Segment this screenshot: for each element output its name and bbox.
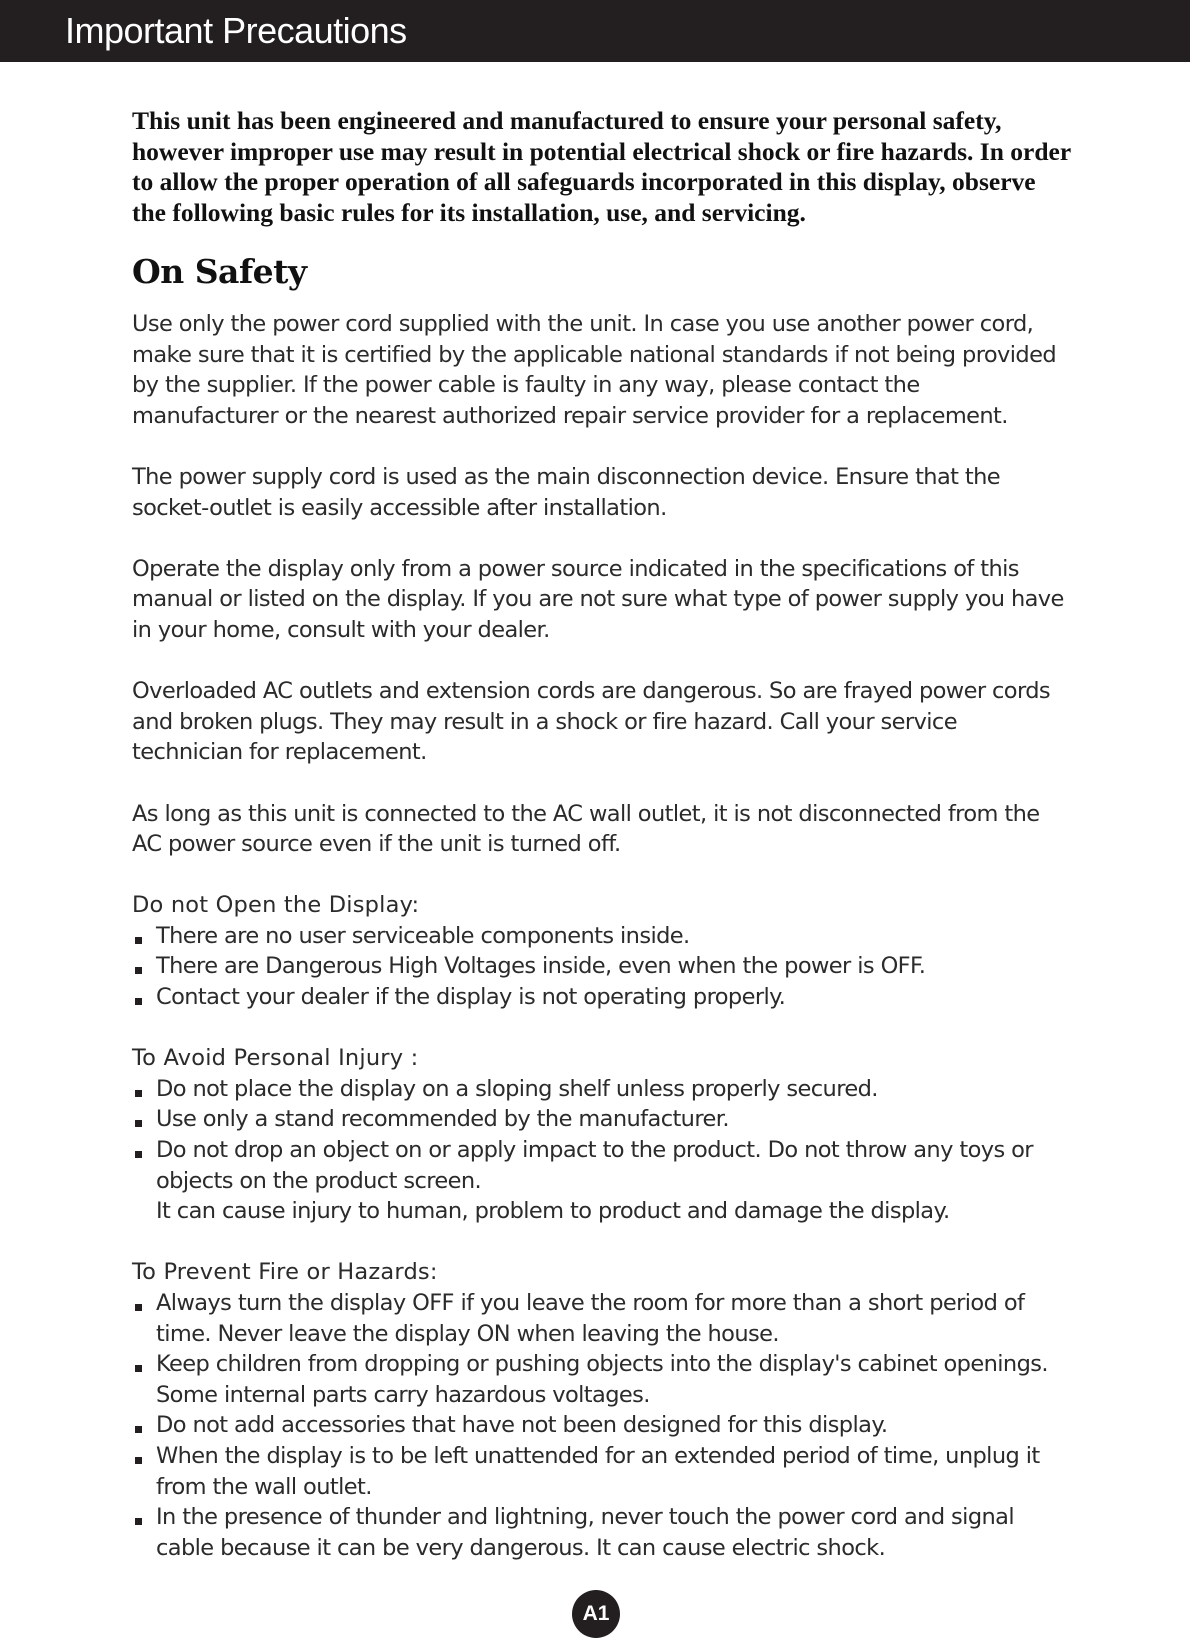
- bullet-square-icon: [135, 1304, 142, 1311]
- spacer: [132, 768, 1072, 799]
- bullet-square-icon: [135, 1120, 142, 1127]
- list-item-text: Do not drop an object on or apply impact to the product. Do not throw any toys or objects on the product screen.: [156, 1137, 1033, 1194]
- header-bar: [0, 0, 1190, 62]
- safety-paragraph-power-source: Operate the display only from a power source indicated in the specifications of this manual or listed on the display. If you are not sure what type of power supply you have in your home, consult with your dealer.: [132, 555, 1064, 643]
- list-item: [132, 1441, 1072, 1502]
- spacer: [132, 431, 1072, 462]
- page-number-badge: A1: [572, 1590, 620, 1638]
- list-item: [132, 1349, 1072, 1410]
- bullet-square-icon: [135, 967, 142, 974]
- section-heading: On Safety: [132, 252, 307, 291]
- spacer: [132, 860, 1072, 891]
- safety-paragraph-ac-outlet: As long as this unit is connected to the AC wall outlet, it is not disconnected from the AC power source even if the unit is turned off.: [132, 800, 1040, 858]
- list-item-text: Keep children from dropping or pushing objects into the display's cabinet openings. Some internal parts carry hazardous voltages.: [156, 1351, 1048, 1408]
- list-item: [132, 1104, 1072, 1135]
- spacer: [132, 1013, 1072, 1044]
- list-item: [132, 982, 1072, 1013]
- bullet-square-icon: [135, 1457, 142, 1464]
- list-item-continuation: [132, 1196, 1072, 1227]
- list-item-text: It can cause injury to human, problem to product and damage the display.: [156, 1198, 950, 1225]
- list-item: [132, 1074, 1072, 1105]
- list-prevent-fire: [132, 1288, 1072, 1563]
- intro-paragraph: This unit has been engineered and manufactured to ensure your personal safety, however improper use may result in potential electrical shock or fire hazards. In order to allow the proper operation of all safeguards incorporated in this display, observe the following basic rules for its installation, use, and servicing.: [132, 106, 1071, 227]
- list-item: [132, 951, 1072, 982]
- bullet-square-icon: [135, 1151, 142, 1158]
- list-item-text: In the presence of thunder and lightning, never touch the power cord and signal cable because it can be very dangerous. It can cause electric shock.: [156, 1504, 1015, 1561]
- safety-paragraph-power-cord: Use only the power cord supplied with the unit. In case you use another power cord, make sure that it is certified by the applicable national standards if not being provided by the supplier. If the power cable is faulty in any way, please contact the manufacturer or the nearest authorized repair service provider for a replacement.: [132, 311, 1056, 429]
- list-item-text: There are Dangerous High Voltages inside, even when the power is OFF.: [156, 953, 926, 980]
- spacer: [132, 523, 1072, 554]
- list-do-not-open: [132, 921, 1072, 1013]
- list-item: [132, 1135, 1072, 1196]
- bullet-square-icon: [135, 937, 142, 944]
- page-content: [132, 106, 1072, 1563]
- page-title: Important Precautions: [65, 10, 407, 51]
- safety-paragraph-overload: Overloaded AC outlets and extension cords are dangerous. So are frayed power cords and broken plugs. They may result in a shock or fire hazard. Call your service technician for replacement.: [132, 678, 1051, 766]
- list-item: [132, 1288, 1072, 1349]
- list-item-text: Contact your dealer if the display is not operating properly.: [156, 984, 786, 1011]
- spacer: [132, 646, 1072, 677]
- list-item-text: Do not add accessories that have not been designed for this display.: [156, 1412, 888, 1439]
- list-avoid-injury: [132, 1074, 1072, 1227]
- list-item: [132, 921, 1072, 952]
- spacer: [132, 1227, 1072, 1258]
- list-item: [132, 1410, 1072, 1441]
- list-item-text: Do not place the display on a sloping shelf unless properly secured.: [156, 1075, 878, 1102]
- bullet-square-icon: [135, 998, 142, 1005]
- list-item-text: When the display is to be left unattended for an extended period of time, unplug it from the wall outlet.: [156, 1442, 1040, 1500]
- bullet-square-icon: [135, 1090, 142, 1097]
- list-item-text: Use only a stand recommended by the manufacturer.: [156, 1106, 729, 1133]
- bullet-square-icon: [135, 1365, 142, 1372]
- safety-paragraph-disconnect: The power supply cord is used as the main disconnection device. Ensure that the socket-outlet is easily accessible after installation.: [132, 463, 1001, 521]
- list-item: [132, 1502, 1072, 1563]
- group-title-avoid-injury: To Avoid Personal Injury :: [132, 1045, 419, 1072]
- list-item-text: There are no user serviceable components inside.: [156, 922, 690, 949]
- list-item-text: Always turn the display OFF if you leave the room for more than a short period of time. Never leave the display ON when leaving the house.: [156, 1290, 1025, 1347]
- group-title-prevent-fire: To Prevent Fire or Hazards:: [132, 1259, 438, 1286]
- bullet-square-icon: [135, 1426, 142, 1433]
- bullet-square-icon: [135, 1518, 142, 1525]
- group-title-do-not-open: Do not Open the Display:: [132, 892, 420, 919]
